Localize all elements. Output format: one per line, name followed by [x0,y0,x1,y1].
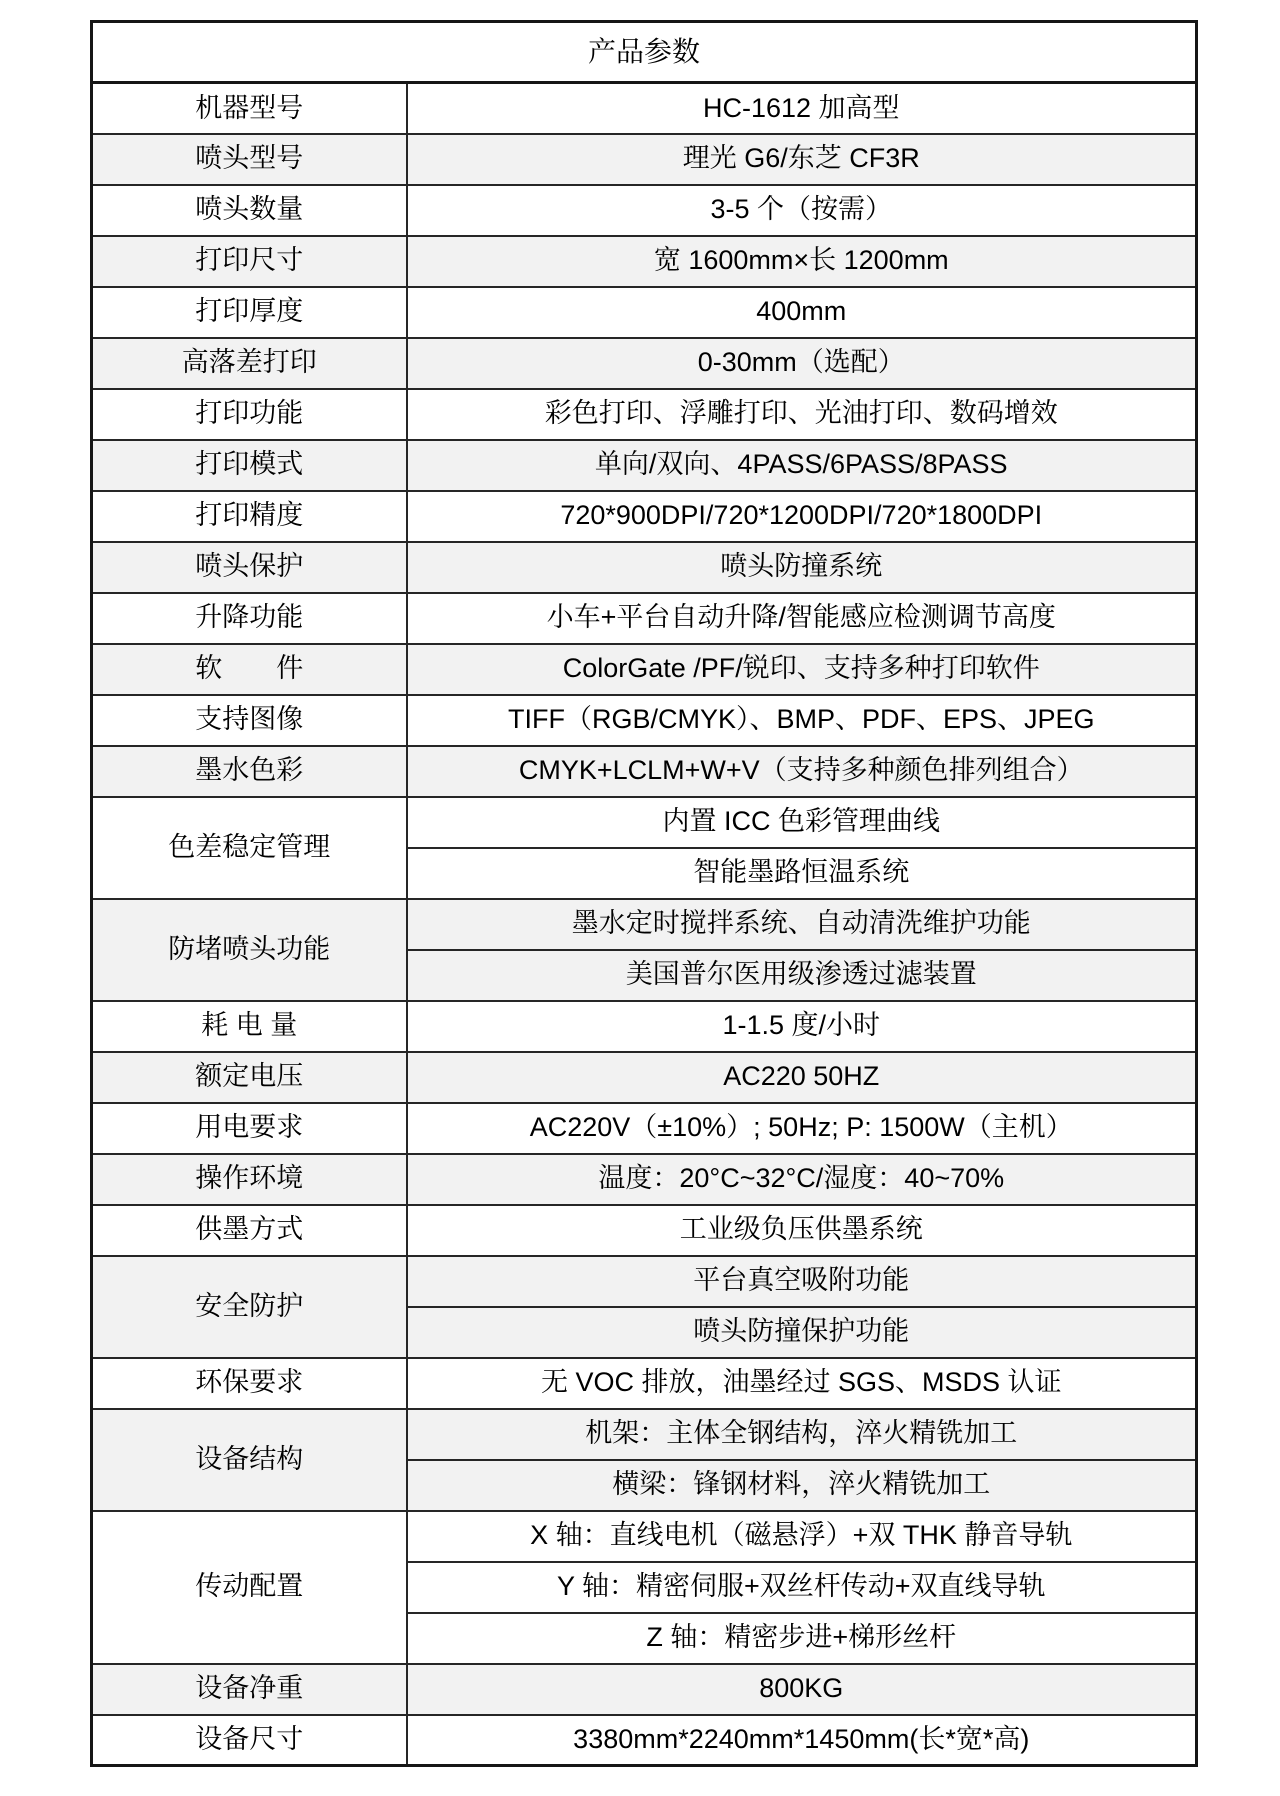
spec-label-cell: 设备尺寸 [92,1715,407,1766]
spec-label-cell: 色差稳定管理 [92,797,407,899]
spec-label-cell: 打印尺寸 [92,236,407,287]
spec-value-cell: AC220V（±10%）; 50Hz; P: 1500W（主机） [407,1103,1197,1154]
spec-label-cell: 喷头数量 [92,185,407,236]
spec-value-cell: 内置 ICC 色彩管理曲线 [407,797,1197,848]
spec-value-cell: 彩色打印、浮雕打印、光油打印、数码增效 [407,389,1197,440]
table-row [92,644,1197,695]
spec-value-cell: 横梁：锋钢材料，淬火精铣加工 [407,1460,1197,1511]
table-row [92,389,1197,440]
table-title: 产品参数 [92,22,1197,83]
table-row [92,134,1197,185]
spec-value-cell: 喷头防撞保护功能 [407,1307,1197,1358]
spec-label-cell: 用电要求 [92,1103,407,1154]
spec-label-cell: 机器型号 [92,83,407,134]
spec-value-cell: CMYK+LCLM+W+V（支持多种颜色排列组合） [407,746,1197,797]
table-row [92,440,1197,491]
table-row [92,1205,1197,1256]
spec-label-cell: 打印功能 [92,389,407,440]
spec-value-cell: 智能墨路恒温系统 [407,848,1197,899]
spec-value-cell: HC-1612 加高型 [407,83,1197,134]
spec-label-cell: 墨水色彩 [92,746,407,797]
spec-label-cell: 传动配置 [92,1511,407,1664]
table-row [92,236,1197,287]
table-row [92,1256,1197,1307]
table-title-row [92,22,1197,83]
spec-value-cell: 墨水定时搅拌系统、自动清洗维护功能 [407,899,1197,950]
table-row [92,1409,1197,1460]
spec-value-cell: 美国普尔医用级渗透过滤装置 [407,950,1197,1001]
spec-value-cell: 理光 G6/东芝 CF3R [407,134,1197,185]
table-row [92,1103,1197,1154]
table-row [92,185,1197,236]
spec-label-cell: 防堵喷头功能 [92,899,407,1001]
spec-table-body [92,83,1197,1766]
spec-label-cell: 喷头型号 [92,134,407,185]
spec-value-cell: 0-30mm（选配） [407,338,1197,389]
spec-value-cell: 小车+平台自动升降/智能感应检测调节高度 [407,593,1197,644]
spec-label-cell: 额定电压 [92,1052,407,1103]
spec-value-cell: 1-1.5 度/小时 [407,1001,1197,1052]
product-spec-table [90,20,1198,1767]
spec-value-cell: 机架：主体全钢结构，淬火精铣加工 [407,1409,1197,1460]
spec-label-cell: 耗 电 量 [92,1001,407,1052]
spec-value-cell: 400mm [407,287,1197,338]
spec-value-cell: Y 轴：精密伺服+双丝杆传动+双直线导轨 [407,1562,1197,1613]
table-row [92,695,1197,746]
spec-label-cell: 安全防护 [92,1256,407,1358]
spec-value-cell: Z 轴：精密步进+梯形丝杆 [407,1613,1197,1664]
spec-label-cell: 打印厚度 [92,287,407,338]
table-row [92,83,1197,134]
table-row [92,287,1197,338]
table-row [92,797,1197,848]
table-row [92,1715,1197,1766]
spec-label-cell: 高落差打印 [92,338,407,389]
spec-label-cell: 支持图像 [92,695,407,746]
table-row [92,1001,1197,1052]
spec-label-cell: 设备净重 [92,1664,407,1715]
spec-value-cell: 800KG [407,1664,1197,1715]
table-row [92,1154,1197,1205]
spec-value-cell: 3380mm*2240mm*1450mm(长*宽*高) [407,1715,1197,1766]
spec-value-cell: 平台真空吸附功能 [407,1256,1197,1307]
spec-label-cell: 升降功能 [92,593,407,644]
spec-label-cell: 打印精度 [92,491,407,542]
table-row [92,746,1197,797]
table-row [92,1052,1197,1103]
spec-value-cell: TIFF（RGB/CMYK）、BMP、PDF、EPS、JPEG [407,695,1197,746]
table-row [92,542,1197,593]
spec-value-cell: 工业级负压供墨系统 [407,1205,1197,1256]
spec-value-cell: 无 VOC 排放，油墨经过 SGS、MSDS 认证 [407,1358,1197,1409]
spec-value-cell: 温度：20°C~32°C/湿度：40~70% [407,1154,1197,1205]
spec-value-cell: AC220 50HZ [407,1052,1197,1103]
spec-label-cell: 软 件 [92,644,407,695]
spec-value-cell: 3-5 个（按需） [407,185,1197,236]
spec-value-cell: 宽 1600mm×长 1200mm [407,236,1197,287]
spec-value-cell: 喷头防撞系统 [407,542,1197,593]
table-row [92,1358,1197,1409]
spec-label-cell: 环保要求 [92,1358,407,1409]
table-row [92,338,1197,389]
spec-label-cell: 喷头保护 [92,542,407,593]
table-row [92,491,1197,542]
table-row [92,1664,1197,1715]
table-row [92,899,1197,950]
spec-value-cell: 720*900DPI/720*1200DPI/720*1800DPI [407,491,1197,542]
table-row [92,593,1197,644]
spec-value-cell: 单向/双向、4PASS/6PASS/8PASS [407,440,1197,491]
spec-label-cell: 打印模式 [92,440,407,491]
spec-label-cell: 设备结构 [92,1409,407,1511]
table-row [92,1511,1197,1562]
spec-value-cell: ColorGate /PF/锐印、支持多种打印软件 [407,644,1197,695]
spec-value-cell: X 轴：直线电机（磁悬浮）+双 THK 静音导轨 [407,1511,1197,1562]
spec-label-cell: 供墨方式 [92,1205,407,1256]
spec-label-cell: 操作环境 [92,1154,407,1205]
